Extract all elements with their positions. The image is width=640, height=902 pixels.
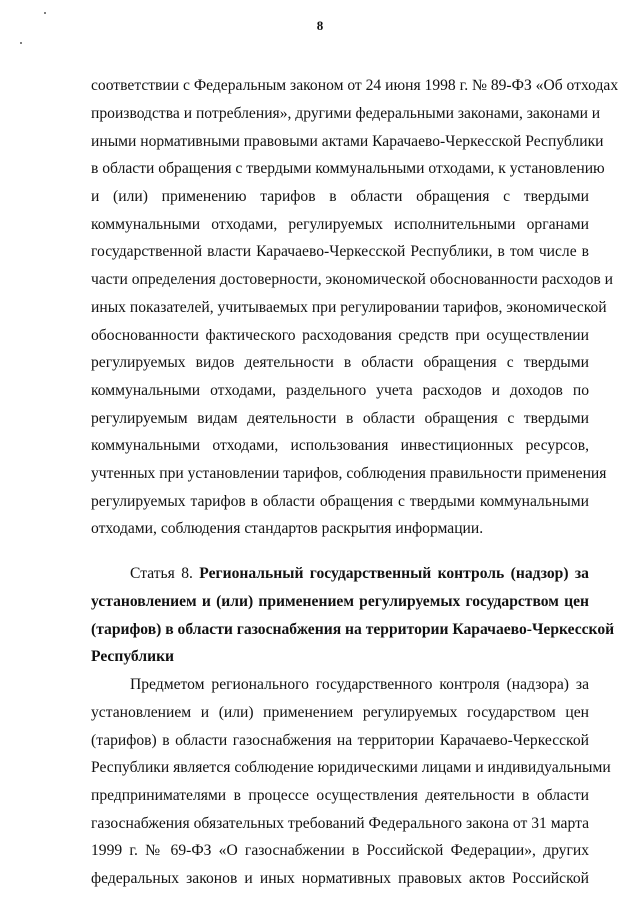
paragraph-line: регулируемых тарифов в области обращения с твердыми коммунальными — [91, 493, 589, 510]
page-number: 8 — [316, 18, 324, 33]
paragraph-line: в области обращения с твердыми коммунальными отходами, к установлению — [91, 160, 605, 177]
scan-speck — [44, 12, 46, 14]
article-prefix: Статья 8. — [130, 565, 193, 582]
paragraph-line: производства и потребления», другими федеральными законами, законами и — [91, 105, 601, 122]
paragraph-line: иных показателей, учитываемых при регулировании тарифов, экономической — [91, 299, 607, 316]
paragraph-line: предпринимателями в процессе осуществления деятельности в области — [91, 787, 589, 804]
paragraph-line: коммунальными отходами, использования инвестиционных ресурсов, — [91, 437, 589, 454]
paragraph-line: Республики является соблюдение юридическими лицами и индивидуальными — [91, 759, 611, 776]
paragraph-line: коммунальными отходами, регулируемых исполнительными органами — [91, 216, 589, 233]
paragraph-line: регулируемых видов деятельности в области обращения с твердыми — [91, 354, 589, 371]
paragraph-line: и (или) применению тарифов в области обращения с твердыми — [91, 188, 589, 205]
article-heading-line: (тарифов) в области газоснабжения на территории Карачаево-Черкесской — [91, 621, 615, 638]
paragraph-line: Предметом регионального государственного контроля (надзора) за — [130, 676, 589, 693]
paragraph-line: учтенных при установлении тарифов, соблюдения правильности применения — [91, 465, 607, 482]
paragraph-line: установлением и (или) применением регулируемых государством цен — [91, 704, 589, 721]
paragraph-line: коммунальными отходами, раздельного учета расходов и доходов по — [91, 382, 589, 399]
paragraph-line: 1999 г. № 69-ФЗ «О газоснабжении в Российской Федерации», других — [91, 842, 589, 859]
scan-speck — [20, 42, 22, 44]
paragraph-line: государственной власти Карачаево-Черкесской Республики, в том числе в — [91, 243, 589, 260]
paragraph-line: соответствии с Федеральным законом от 24 июня 1998 г. № 89-ФЗ «Об отходах — [91, 77, 619, 94]
paragraph-line: федеральных законов и иных нормативных правовых актов Российской — [91, 870, 589, 887]
paragraph-line: регулируемым видам деятельности в области обращения с твердыми — [91, 410, 589, 427]
paragraph-line: отходами, соблюдения стандартов раскрытия информации. — [91, 520, 484, 537]
paragraph-line: части определения достоверности, экономической обоснованности расходов и — [91, 271, 614, 288]
article-heading-line: установлением и (или) применением регулируемых государством цен — [91, 593, 589, 610]
paragraph-line: газоснабжения обязательных требований Федерального закона от 31 марта — [91, 815, 589, 832]
article-title: Региональный государственный контроль (надзор) за — [199, 565, 589, 582]
paragraph-line: обоснованности фактического расходования средств при осуществлении — [91, 327, 589, 344]
article-heading-line: Республики — [91, 648, 175, 665]
article-heading-line — [130, 564, 589, 584]
paragraph-line: (тарифов) в области газоснабжения на территории Карачаево-Черкесской — [91, 732, 589, 749]
paragraph-line: иными нормативными правовыми актами Карачаево-Черкесской Республики — [91, 133, 604, 150]
